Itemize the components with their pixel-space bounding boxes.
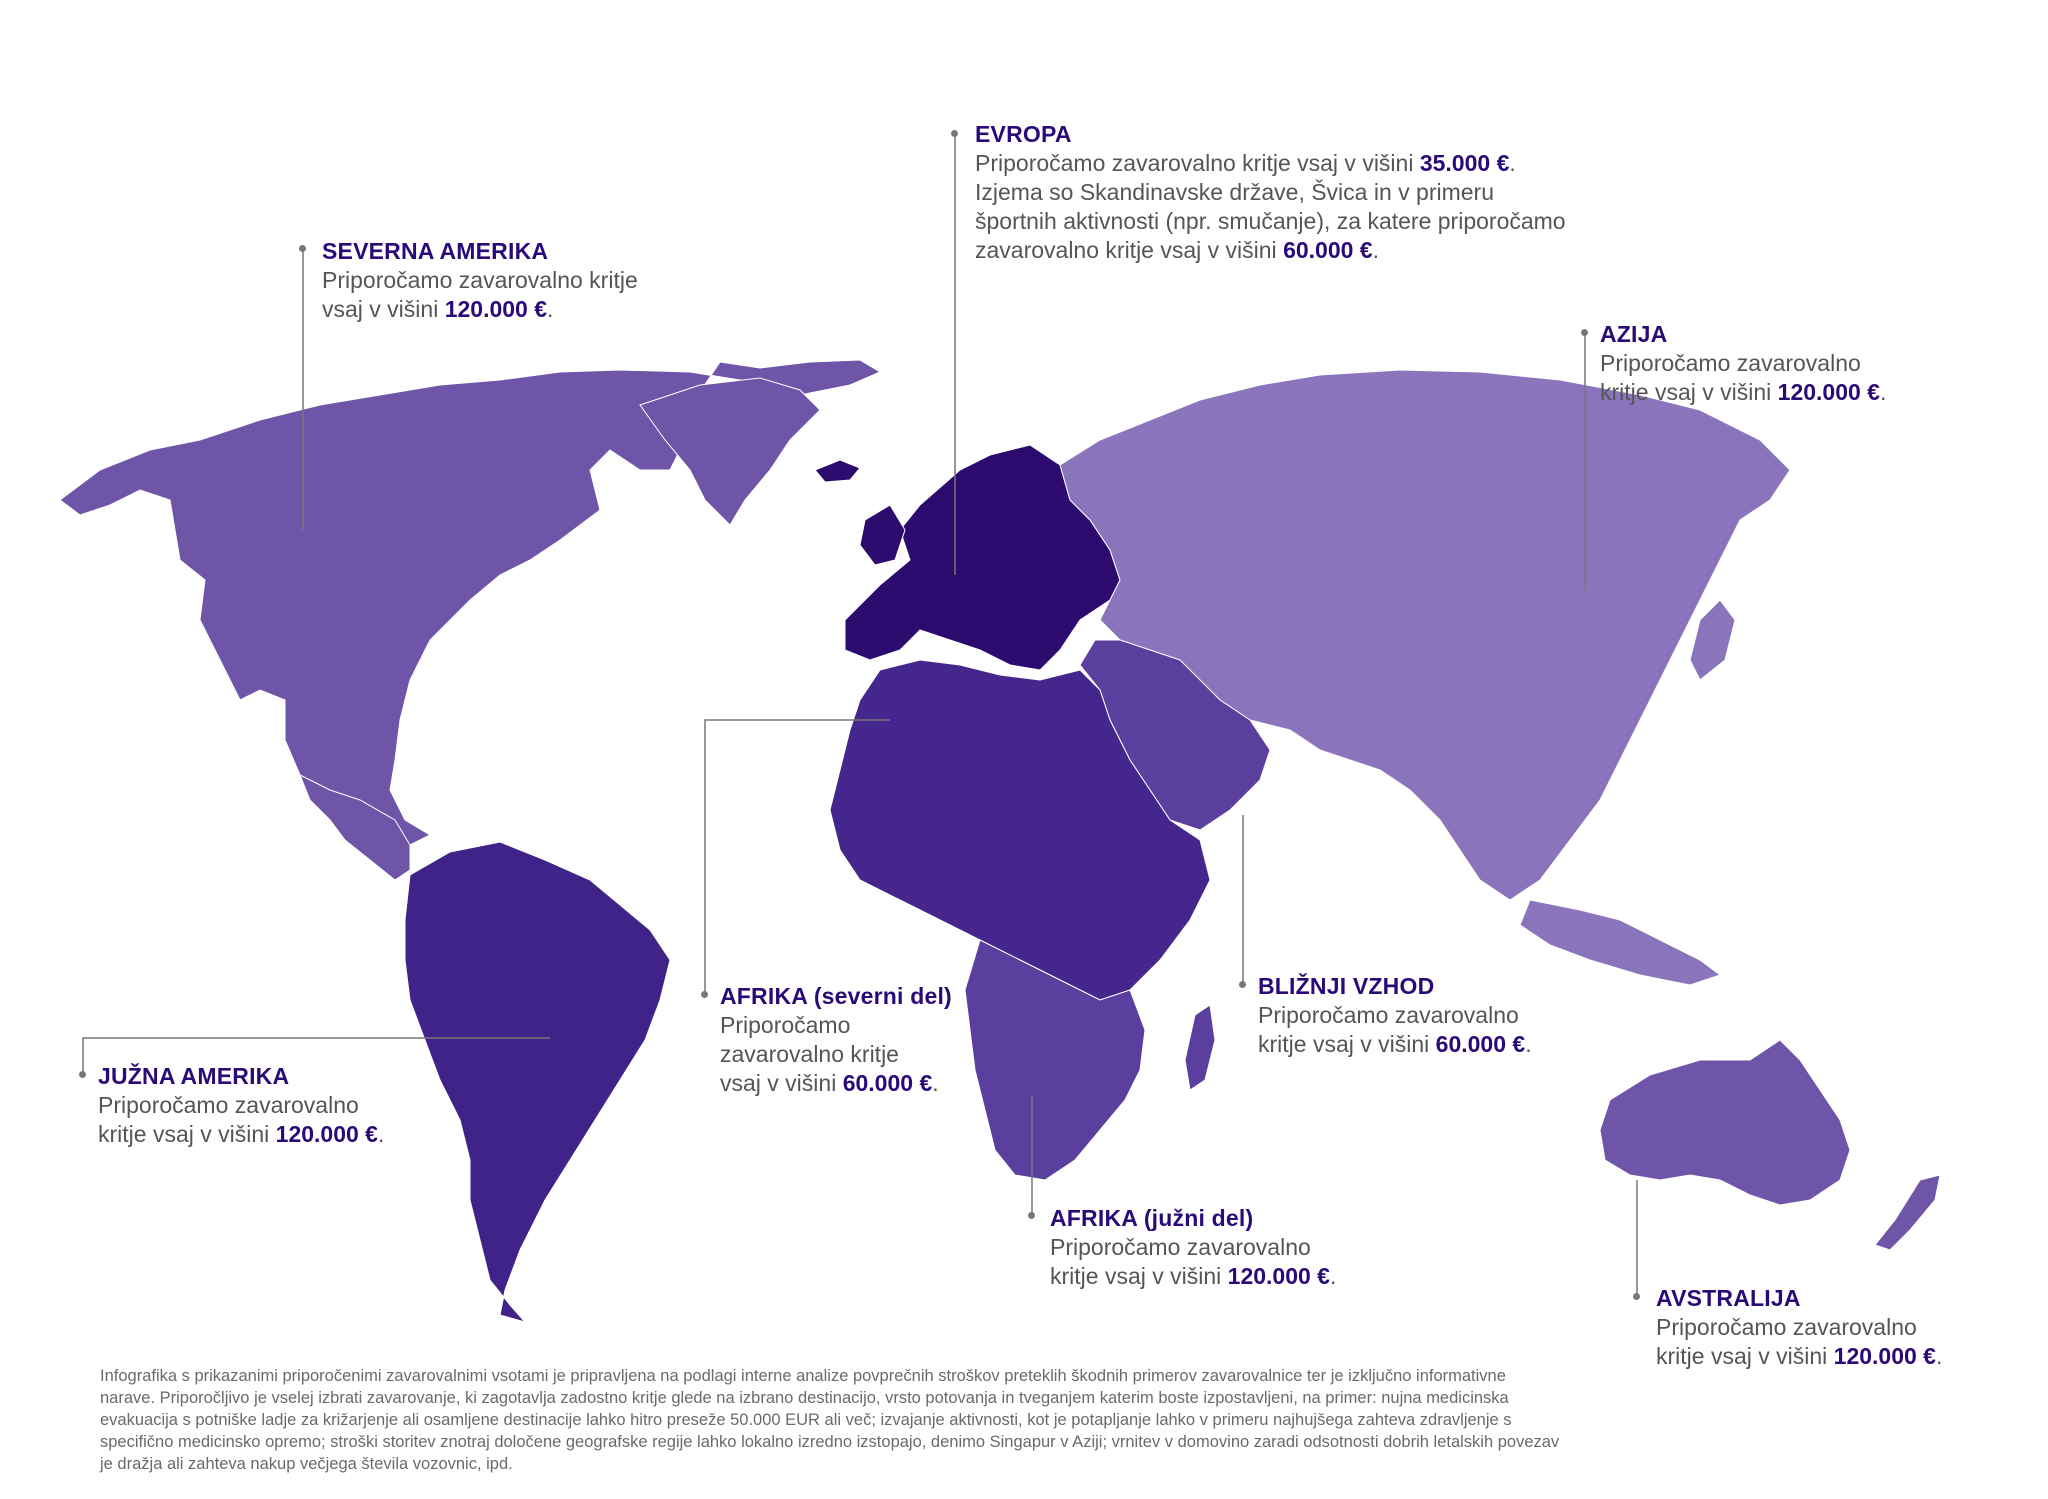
dot-severna-amerika	[299, 245, 306, 252]
evropa-amount-1: 35.000 €	[1419, 150, 1510, 176]
dot-blizni-vzhod	[1239, 981, 1246, 988]
evropa-line3: športnih aktivnosti (npr. smučanje), za katere priporočamo	[975, 208, 1566, 234]
severna-amerika-line1: Priporočamo zavarovalno kritje	[322, 267, 638, 293]
afrika-severni-line2: zavarovalno kritje	[720, 1041, 899, 1067]
label-afrika-juzni	[1050, 1204, 1450, 1291]
dot-evropa	[951, 130, 958, 137]
severna-amerika-title: SEVERNA AMERIKA	[322, 238, 549, 264]
afrika-juzni-line2-end: .	[1329, 1263, 1337, 1289]
severna-amerika-line2-end: .	[547, 296, 554, 322]
evropa-line2: Izjema so Skandinavske države, Švica in v primeru	[975, 179, 1494, 205]
label-azija	[1600, 320, 2000, 407]
label-evropa	[975, 120, 1695, 265]
blizni-vzhod-line2: kritje vsaj v višini	[1258, 1031, 1436, 1057]
severna-amerika-text	[322, 266, 722, 324]
severna-amerika-amount: 120.000 €	[444, 296, 548, 322]
avstralija-title: AVSTRALIJA	[1656, 1285, 1801, 1311]
blizni-vzhod-line2-end: .	[1525, 1031, 1532, 1057]
dot-avstralija	[1633, 1293, 1640, 1300]
dot-afrika-severni	[701, 991, 708, 998]
japan-region	[1690, 600, 1735, 680]
label-avstralija	[1656, 1284, 2036, 1371]
afrika-severni-amount: 60.000 €	[842, 1070, 933, 1096]
avstralija-line2-end: .	[1935, 1343, 1943, 1369]
afrika-severni-line3: vsaj v višini	[720, 1070, 843, 1096]
evropa-line4: zavarovalno kritje vsaj v višini	[975, 237, 1284, 263]
footnote: Infografika s prikazanimi priporočenimi zavarovalnimi vsotami je pripravljena na podlagi interne analize povprečnih stroškov preteklih škodnih primerov zavarovalnice ter je izključno informativne narave. Priporočljivo je vselej izbrati zavarovanje, ki zagotavlja zadostno kritje glede na izbrano destinacijo, vrsto potovanja in tveganjem katerim boste izpostavljeni, na primer: nujna medicinska evakuacija s potniške ladje za križarjenje ali osamljene destinacije lahko hitro preseže 50.000 EUR ali več; izvajanje aktivnosti, kot je potapljanje lahko v primeru najhujšega zahteva zdravljenje s specifično medicinsko opremo; stroški storitev znotraj določene geografske regije lahko lokalno izredno izstopajo, denimo Singapur v Aziji; vrnitev v domovino zaradi odsotnosti dobrih letalskih povezav je dražja ali zahteva nakup večjega števila vozovnic, ipd.	[100, 1367, 1560, 1473]
blizni-vzhod-text	[1258, 1001, 1658, 1059]
afrika-severni-line1: Priporočamo	[720, 1012, 851, 1038]
avstralija-text	[1656, 1313, 2036, 1371]
juzna-amerika-title: JUŽNA AMERIKA	[98, 1063, 290, 1089]
afrika-severni-title: AFRIKA (severni del)	[720, 983, 952, 1009]
afrika-juzni-text	[1050, 1233, 1450, 1291]
afrika-severni-text	[720, 1011, 1020, 1098]
evropa-line4-end: .	[1372, 237, 1379, 263]
uk-region	[860, 505, 905, 565]
blizni-vzhod-line1: Priporočamo zavarovalno	[1258, 1002, 1519, 1028]
label-severna-amerika	[322, 237, 722, 324]
evropa-title: EVROPA	[975, 121, 1072, 147]
juzna-amerika-line2: kritje vsaj v višini	[98, 1121, 276, 1147]
madagascar-region	[1185, 1005, 1215, 1090]
label-juzna-amerika	[98, 1062, 498, 1149]
azija-line2-end: .	[1879, 379, 1887, 405]
avstralija-line1: Priporočamo zavarovalno	[1656, 1314, 1917, 1340]
evropa-line1-end: .	[1509, 150, 1516, 176]
juzna-amerika-amount: 120.000 €	[275, 1121, 378, 1147]
avstralija-line2: kritje vsaj v višini	[1656, 1343, 1834, 1369]
evropa-amount-2: 60.000 €	[1283, 237, 1373, 263]
juzna-amerika-text	[98, 1091, 498, 1149]
blizni-vzhod-title: BLIŽNJI VZHOD	[1258, 973, 1435, 999]
azija-title: AZIJA	[1600, 321, 1668, 347]
juzna-amerika-line2-end: .	[377, 1121, 385, 1147]
afrika-juzni-line1: Priporočamo zavarovalno	[1050, 1234, 1311, 1260]
afrika-juzni-amount: 120.000 €	[1227, 1263, 1330, 1289]
azija-amount: 120.000 €	[1777, 379, 1880, 405]
severna-amerika-line2: vsaj v višini	[322, 296, 445, 322]
azija-line1: Priporočamo zavarovalno	[1600, 350, 1861, 376]
label-afrika-severni	[720, 982, 1020, 1098]
avstralija-amount: 120.000 €	[1833, 1343, 1936, 1369]
azija-text	[1600, 349, 2000, 407]
dot-afrika-juzni	[1028, 1212, 1035, 1219]
juzna-amerika-line1: Priporočamo zavarovalno	[98, 1092, 359, 1118]
label-blizni-vzhod	[1258, 972, 1658, 1059]
new-zealand-region	[1875, 1175, 1940, 1250]
evropa-line1: Priporočamo zavarovalno kritje vsaj v višini	[975, 150, 1420, 176]
iceland-region	[815, 460, 860, 482]
blizni-vzhod-amount: 60.000 €	[1435, 1031, 1526, 1057]
evropa-text	[975, 149, 1695, 265]
azija-line2: kritje vsaj v višini	[1600, 379, 1778, 405]
dot-juzna-amerika	[79, 1071, 86, 1078]
afrika-juzni-title: AFRIKA (južni del)	[1050, 1205, 1254, 1231]
afrika-severni-line3-end: .	[932, 1070, 939, 1096]
dot-azija	[1581, 329, 1588, 336]
afrika-juzni-line2: kritje vsaj v višini	[1050, 1263, 1228, 1289]
